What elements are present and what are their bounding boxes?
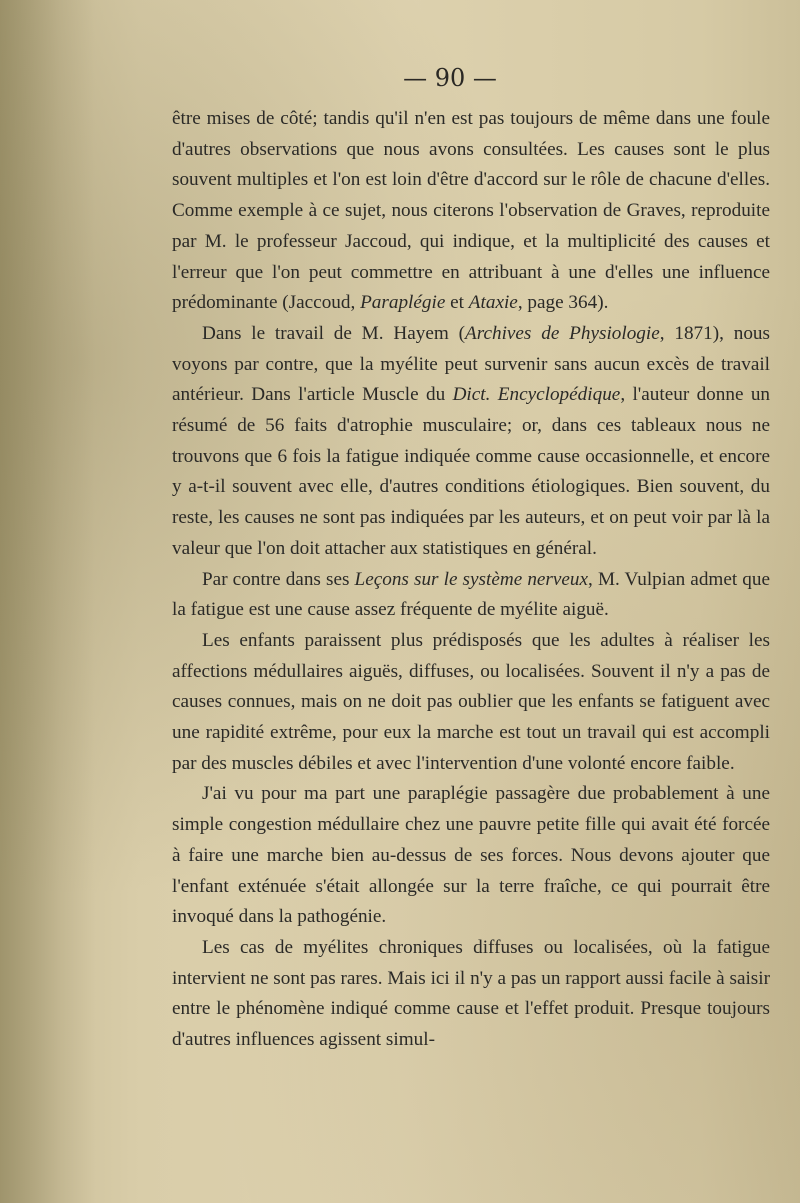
italic-text: Paraplégie xyxy=(360,292,446,314)
text-run: Par contre dans ses xyxy=(202,568,355,590)
text-run: et xyxy=(445,292,469,314)
paragraph xyxy=(172,104,770,319)
italic-text: Archives de Physiologie xyxy=(464,322,660,344)
text-run: Les enfants paraissent plus prédisposés que les adultes à réaliser les affections médullaires aiguës, diffuses, ou localisées. Souvent il n'y a pas de causes connues, mais on ne doit pas oublier que les enfants se fatiguent avec une rapidité extrême, pour eux la marche est tout un travail qui est accompli par des muscles débiles et avec l'intervention d'une volonté encore faible. xyxy=(172,629,770,774)
paragraph xyxy=(172,319,770,565)
text-run: , M. Vulpian admet que la fatigue est une cause assez fréquente de myélite aiguë. xyxy=(172,568,770,621)
italic-text: Dict. Encyclopédique xyxy=(452,384,621,406)
italic-text: Ataxie xyxy=(468,292,518,314)
text-run: , page 364). xyxy=(517,292,609,314)
paragraph xyxy=(172,626,770,780)
text-run: Les cas de myélites chroniques diffuses ou localisées, où la fatigue intervient ne sont pas rares. Mais ici il n'y a pas un rapport aussi facile à saisir entre le phénomène indiqué comme cause et l'effet produit. Presque toujours d'autres influences agissent simul- xyxy=(172,936,770,1051)
paragraph xyxy=(172,779,770,933)
text-run: Dans le travail de M. Hayem ( xyxy=(202,322,465,344)
paragraph xyxy=(172,933,770,1056)
paragraph xyxy=(172,565,770,626)
body-text xyxy=(172,104,770,1056)
text-run: être mises de côté; tandis qu'il n'en est pas toujours de même dans une foule d'autres observations que nous avons consultées. Les causes sont le plus souvent multiples et l'on est loin d'être d'accord sur le rôle de chacune d'elles. Comme exemple à ce sujet, nous citerons l'observation de Graves, reproduite par M. le professeur Jaccoud, qui indique, et la multiplicité des causes et l'erreur que l'on peut commettre en attribuant à une d'elles une influence prédominante (Jaccoud, xyxy=(172,108,770,314)
text-run: J'ai vu pour ma part une paraplégie passagère due probablement à une simple congestion médullaire chez une pauvre petite fille qui avait été forcée à faire une marche bien au-dessus de ses forces. Nous devons ajouter que l'enfant exténuée s'était allongée sur la terre fraîche, ce qui pourrait être invoqué dans la pathogénie. xyxy=(172,783,770,928)
text-run: , l'auteur donne un résumé de 56 faits d'atrophie musculaire; or, dans ces tableaux nous ne trouvons que 6 fois la fatigue indiquée comme cause occasionnelle, et encore y a-t-il souvent avec elle, d'autres conditions étiologiques. Bien souvent, du reste, les causes ne sont pas indiquées par les auteurs, et on peut voir par là la valeur que l'on doit attacher aux statistiques en général. xyxy=(172,384,771,559)
page-number: — 90 — xyxy=(403,64,497,92)
text-run: , 1871), nous voyons par contre, que la myélite peut survenir sans aucun excès de travail antérieur. Dans l'article Muscle du xyxy=(172,322,770,406)
page-shadow xyxy=(0,0,95,1203)
italic-text: Leçons sur le système nerveux xyxy=(354,568,589,590)
